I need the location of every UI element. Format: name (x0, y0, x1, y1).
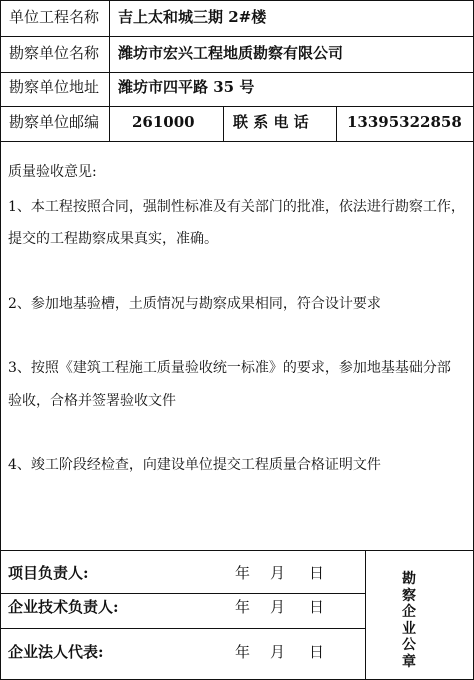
survey-unit-label: 勘察单位名称 (9, 44, 100, 62)
postcode-value: 261000 (132, 113, 195, 131)
row-divider-2 (0, 72, 474, 73)
address-label: 勘察单位地址 (9, 78, 100, 96)
row-divider-4 (0, 141, 474, 142)
project-leader-label: 项目负责人: (8, 564, 89, 582)
survey-unit-value: 潍坊市宏兴工程地质勘察有限公司 (118, 44, 344, 62)
row-divider-5 (0, 550, 474, 551)
postcode-label: 勘察单位邮编 (9, 113, 100, 131)
phone-value: 13395322858 (347, 113, 462, 131)
tech-leader-month: 月 (270, 598, 286, 616)
phone-column-divider (336, 106, 337, 141)
opinion-item3-line2: 验收，合格并签署验收文件 (8, 393, 176, 409)
phone-label: 联 系 电 话 (233, 113, 309, 131)
project-leader-year: 年 (235, 564, 251, 582)
project-name-value: 吉上太和城三期 2#楼 (118, 8, 267, 26)
opinion-item2-line1: 2、参加地基验槽，土质情况与勘察成果相同，符合设计要求 (8, 296, 381, 312)
opinion-item1-line2: 提交的工程勘察成果真实，准确。 (8, 231, 218, 247)
label-column-divider (109, 0, 110, 141)
legal-representative-day: 日 (309, 643, 325, 661)
opinion-item1-line1: 1、本工程按照合同，强制性标准及有关部门的批准，依法进行勘察工作， (8, 199, 465, 215)
legal-representative-month: 月 (270, 643, 286, 661)
opinion-item3-line1: 3、按照《建筑工程施工质量验收统一标准》的要求，参加地基基础分部 (8, 360, 451, 376)
address-value: 潍坊市四平路 35 号 (118, 78, 255, 96)
opinion-title: 质量验收意见: (8, 164, 97, 180)
project-leader-day: 日 (309, 564, 325, 582)
signature-divider-1 (0, 593, 365, 594)
postcode-column-divider (223, 106, 224, 141)
tech-leader-year: 年 (235, 598, 251, 616)
tech-leader-day: 日 (309, 598, 325, 616)
border-top (0, 0, 474, 1)
row-divider-3 (0, 106, 474, 107)
tech-leader-label: 企业技术负责人: (8, 598, 119, 616)
project-name-label: 单位工程名称 (9, 8, 100, 26)
legal-representative-year: 年 (235, 643, 251, 661)
signature-divider-2 (0, 628, 365, 629)
seal-column-divider (365, 550, 366, 680)
legal-representative-label: 企业法人代表: (8, 643, 104, 661)
survey-company-seal-label: 勘察企业公章 (402, 571, 416, 670)
opinion-item4-line1: 4、竣工阶段经检查，向建设单位提交工程质量合格证明文件 (8, 457, 381, 473)
row-divider-1 (0, 36, 474, 37)
project-leader-month: 月 (270, 564, 286, 582)
border-left (0, 0, 1, 680)
